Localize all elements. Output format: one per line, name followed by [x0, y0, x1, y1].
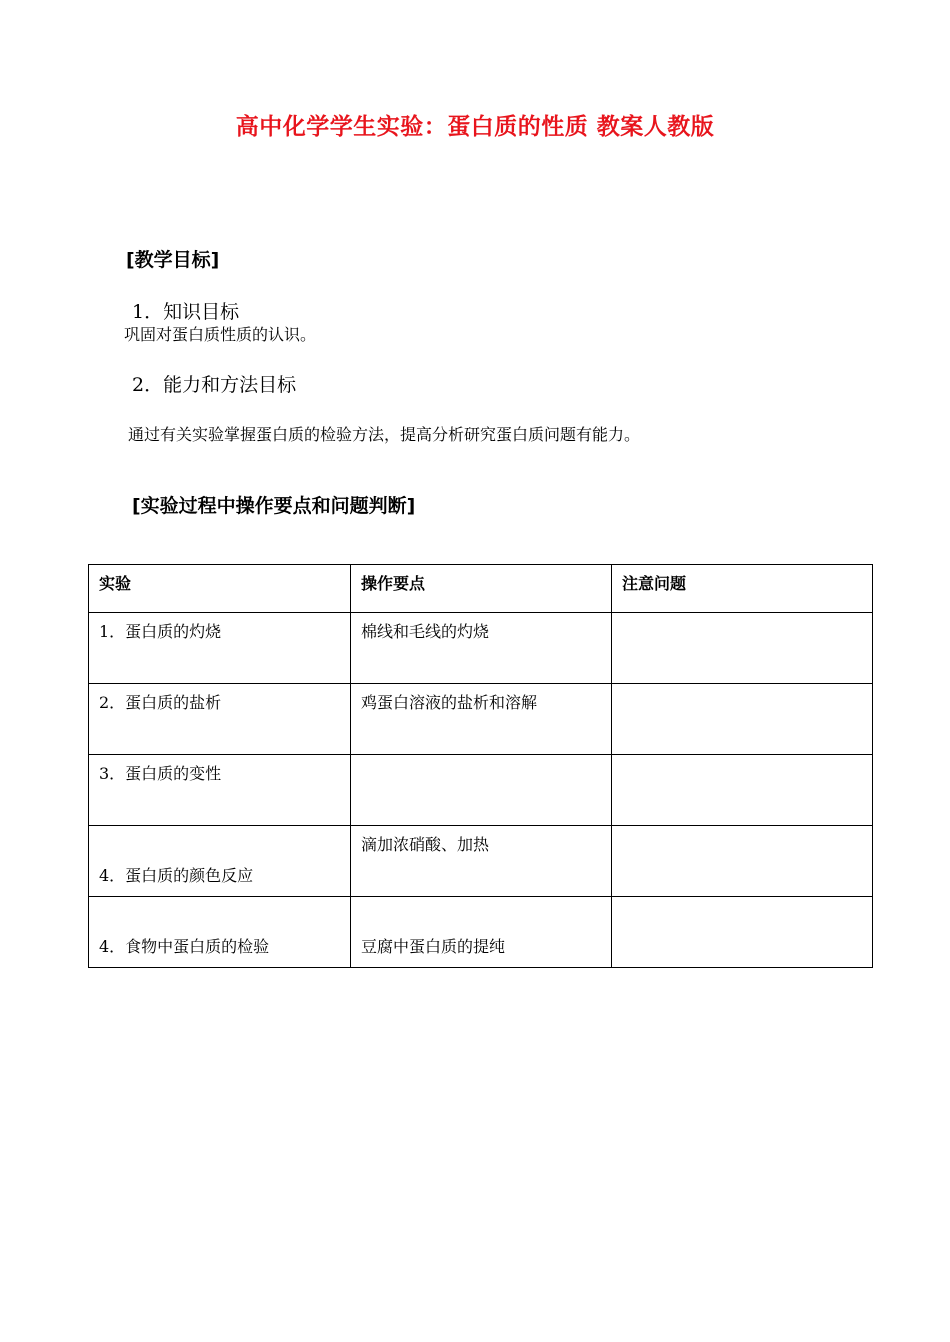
experiment-cell: 2．蛋白质的盐析 — [89, 684, 351, 755]
objectives-heading: [教学目标] — [126, 249, 220, 271]
precaution-cell — [612, 755, 873, 826]
ability-objective-text: 通过有关实验掌握蛋白质的检验方法，提高分析研究蛋白质问题有能力。 — [128, 425, 641, 444]
table-row — [89, 755, 873, 826]
experiment-cell: 3．蛋白质的变性 — [89, 755, 351, 826]
ability-objective-heading: 2．能力和方法目标 — [132, 374, 297, 396]
column-header-key-operations: 操作要点 — [351, 565, 612, 613]
precaution-cell — [612, 897, 873, 968]
experiment-cell: 1．蛋白质的灼烧 — [89, 613, 351, 684]
precaution-cell — [612, 826, 873, 897]
operation-cell: 棉线和毛线的灼烧 — [351, 613, 612, 684]
knowledge-objective-heading: 1．知识目标 — [132, 301, 240, 323]
experiment-cell: 4．蛋白质的颜色反应 — [89, 826, 351, 897]
operation-cell: 滴加浓硝酸、加热 — [351, 826, 612, 897]
operation-cell: 豆腐中蛋白质的提纯 — [351, 897, 612, 968]
experiment-table — [88, 564, 873, 968]
experiment-cell: 4．食物中蛋白质的检验 — [89, 897, 351, 968]
table-row — [89, 897, 873, 968]
procedure-heading: [实验过程中操作要点和问题判断] — [132, 495, 416, 517]
column-header-precautions: 注意问题 — [612, 565, 873, 613]
precaution-cell — [612, 613, 873, 684]
knowledge-objective-text: 巩固对蛋白质性质的认识。 — [124, 325, 317, 344]
column-header-experiment: 实验 — [89, 565, 351, 613]
table-row — [89, 684, 873, 755]
document-title: 高中化学学生实验：蛋白质的性质 教案人教版 — [235, 114, 715, 140]
table-row — [89, 826, 873, 897]
operation-cell — [351, 755, 612, 826]
operation-cell: 鸡蛋白溶液的盐析和溶解 — [351, 684, 612, 755]
table-row — [89, 613, 873, 684]
precaution-cell — [612, 684, 873, 755]
table-header-row — [89, 565, 873, 613]
